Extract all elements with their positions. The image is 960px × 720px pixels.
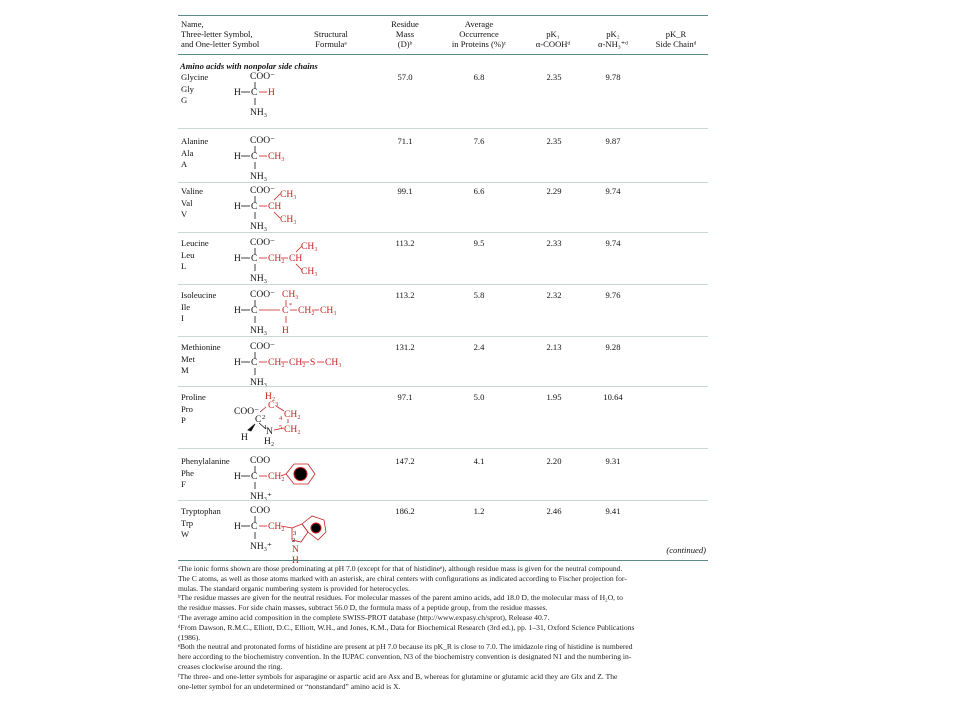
svg-text:C: C — [251, 472, 258, 482]
footnote-line: the residue masses. For side chain masses, subtract 56.0 D, the formula mass of a peptide group, from the residue masses. — [178, 603, 548, 613]
top-rule — [178, 15, 708, 16]
svg-text:N: N — [292, 545, 299, 555]
row-divider — [178, 284, 708, 285]
pk1: 2.29 — [546, 186, 562, 196]
amino-acid-table-page — [178, 14, 708, 714]
occurrence: 6.6 — [473, 186, 485, 196]
header-occurrence: Average Occurrence in Proteins (%)ᶜ — [451, 19, 507, 49]
footnote-line: ᶠThe three- and one-letter symbols for asparagine or aspartic acid are Asx and B, whereas for glutamine or glutamic acid they are Glx and Z. The — [178, 671, 618, 681]
svg-text:H: H — [234, 358, 241, 368]
row-divider — [178, 448, 708, 449]
footnote-line: (1986). — [178, 632, 201, 642]
svg-text:3: 3 — [275, 401, 279, 408]
svg-text:CH₂: CH₂ — [289, 358, 306, 368]
row-divider — [178, 182, 708, 183]
svg-text:4: 4 — [279, 415, 283, 422]
pk1: 2.20 — [546, 456, 562, 466]
svg-text:CH₃: CH₃ — [282, 290, 299, 300]
svg-text:NH₃⁺: NH₃⁺ — [250, 492, 273, 502]
svg-text:H₂: H₂ — [265, 392, 276, 402]
svg-text:N: N — [266, 427, 273, 437]
svg-text:C: C — [251, 88, 258, 98]
occurrence: 5.0 — [473, 392, 485, 402]
svg-text:NH₃: NH₃ — [250, 274, 268, 284]
svg-text:H: H — [282, 326, 289, 336]
svg-text:H: H — [268, 88, 275, 98]
svg-text:COO: COO — [250, 456, 271, 466]
svg-text:H: H — [234, 88, 241, 98]
svg-text:*: * — [289, 302, 293, 309]
svg-text:CH₂: CH₂ — [268, 522, 285, 532]
pk2: 9.74 — [605, 238, 621, 248]
header-pkr: pK_R Side Chainᵈ — [655, 29, 697, 49]
amino-acid-names: Alanine Ala A — [181, 136, 209, 169]
footnote-line: here according to the biochemistry convention. In the IUPAC convention, N3 of the biochemistry convention is designated N1 and the numbering in- — [178, 652, 632, 662]
svg-text:COO⁻: COO⁻ — [250, 72, 276, 82]
pk1: 2.35 — [546, 136, 562, 146]
row-divider — [178, 128, 708, 129]
pk1: 2.13 — [546, 342, 562, 352]
svg-text:C: C — [251, 152, 258, 162]
svg-text:C: C — [268, 401, 275, 411]
row-divider — [178, 232, 708, 233]
svg-text:CH₃: CH₃ — [301, 242, 318, 252]
svg-text:5: 5 — [279, 424, 283, 431]
occurrence: 7.6 — [473, 136, 485, 146]
residue-mass: 99.1 — [397, 186, 413, 196]
svg-text:CH₃: CH₃ — [301, 267, 318, 277]
pk2: 9.74 — [605, 186, 621, 196]
pk2: 9.87 — [605, 136, 621, 146]
svg-text:H: H — [234, 254, 241, 264]
amino-acid-names: Isoleucine Ile I — [181, 290, 217, 323]
svg-text:H: H — [241, 433, 248, 443]
amino-acid-names: Phenylalanine Phe F — [181, 456, 230, 489]
svg-text:NH₃: NH₃ — [250, 222, 268, 232]
svg-text:CH: CH — [289, 254, 303, 264]
svg-text:CH₃: CH₃ — [325, 358, 342, 368]
header-residue-mass: Residue Mass (D)ᵇ — [391, 19, 419, 49]
svg-text:CH₂: CH₂ — [284, 425, 301, 435]
pk2: 9.28 — [605, 342, 621, 352]
svg-text:CH₃: CH₃ — [280, 190, 297, 200]
header-pk2: pK₂ α-NH₃⁺ᵈ — [598, 29, 628, 49]
svg-text:C: C — [251, 522, 258, 532]
pk2: 9.41 — [605, 506, 621, 516]
footnote-line: The C atoms, as well as those atoms marked with an asterisk, are chiral centers with configurations as indicated according to Fischer projection for- — [178, 573, 627, 583]
svg-text:H₂: H₂ — [264, 437, 275, 447]
pk2: 9.31 — [605, 456, 621, 466]
residue-mass: 57.0 — [397, 72, 413, 82]
svg-text:NH₃: NH₃ — [250, 326, 268, 336]
svg-text:COO⁻: COO⁻ — [250, 290, 276, 300]
svg-text:CH₂: CH₂ — [284, 410, 301, 420]
footnote-line: creases clockwise around the ring. — [178, 661, 283, 671]
occurrence: 6.8 — [473, 72, 485, 82]
pk2: 9.78 — [605, 72, 621, 82]
footnote-line: mulas. The standard organic numbering system is provided for heterocycles. — [178, 583, 410, 593]
pk1: 1.95 — [546, 392, 562, 402]
svg-text:CH₃: CH₃ — [280, 215, 297, 225]
occurrence: 5.8 — [473, 290, 485, 300]
svg-text:2: 2 — [292, 537, 296, 544]
structural-formula-proline — [226, 390, 396, 454]
svg-text:COO⁻: COO⁻ — [250, 186, 276, 196]
svg-text:S: S — [310, 358, 316, 368]
structural-formula-tryptophan — [226, 504, 396, 568]
amino-acid-names: Glycine Gly G — [181, 72, 209, 105]
footnote-line: ᵈFrom Dawson, R.M.C., Elliott, D.C., Elliott, W.H., and Jones, K.M., Data for Biochemical Research (3rd ed.), pp. 1–31, Oxford Science Publications — [178, 622, 635, 632]
pk1: 2.33 — [546, 238, 562, 248]
row-divider — [178, 500, 708, 501]
footnote-line: ᶜThe average amino acid composition in the complete SWISS-PROT database (http://www.expasy.ch/sprot), Release 40.7. — [178, 612, 550, 622]
svg-text:CH₂: CH₂ — [268, 358, 285, 368]
svg-text:CH₂: CH₂ — [298, 306, 315, 316]
pk2: 10.64 — [603, 392, 623, 402]
occurrence: 4.1 — [473, 456, 485, 466]
amino-acid-names: Leucine Leu L — [181, 238, 209, 271]
occurrence: 1.2 — [473, 506, 485, 516]
svg-text:H: H — [292, 556, 299, 566]
pk1: 2.35 — [546, 72, 562, 82]
svg-text:CH₂: CH₂ — [268, 472, 285, 482]
svg-text:C: C — [255, 415, 262, 425]
footnote-line: ᵉBoth the neutral and protonated forms of histidine are present at pH 7.0 because its pK_R is close to 7.0. The imidazole ring of histidine is numbered — [178, 642, 633, 652]
section-title: Amino acids with nonpolar side chains — [180, 61, 318, 71]
residue-mass: 71.1 — [397, 136, 413, 146]
svg-text:C: C — [251, 358, 258, 368]
amino-acid-names: Tryptophan Trp W — [181, 506, 221, 539]
amino-acid-names: Proline Pro P — [181, 392, 206, 425]
svg-text:H: H — [234, 472, 241, 482]
svg-text:COO⁻: COO⁻ — [234, 407, 260, 417]
svg-text:H: H — [234, 306, 241, 316]
header-name: Name, Three-letter Symbol, and One-letter Symbol — [181, 19, 260, 49]
header-pk1: pK₁ α-COOHᵈ — [535, 29, 571, 49]
svg-text:1: 1 — [264, 424, 268, 431]
residue-mass: 97.1 — [397, 392, 413, 402]
continued-label: (continued) — [666, 545, 706, 555]
footnote-line: ᵃThe ionic forms shown are those predominating at pH 7.0 (except for that of histidineᵉ), although residue mass is given for the neutral compound. — [178, 564, 623, 573]
svg-text:H: H — [234, 522, 241, 532]
svg-text:CH₃: CH₃ — [268, 152, 285, 162]
svg-text:C: C — [251, 202, 258, 212]
svg-text:COO⁻: COO⁻ — [250, 136, 276, 146]
svg-text:CH₃: CH₃ — [320, 306, 337, 316]
row-divider — [178, 386, 708, 387]
svg-text:C: C — [251, 254, 258, 264]
footnotes — [178, 564, 708, 691]
svg-text:H: H — [234, 202, 241, 212]
residue-mass: 147.2 — [395, 456, 415, 466]
svg-text:NH₃: NH₃ — [250, 378, 268, 388]
header-formula: Structural Formulaᵃ — [314, 29, 348, 49]
svg-text:C: C — [282, 306, 289, 316]
amino-acid-names: Methionine Met M — [181, 342, 221, 375]
occurrence: 2.4 — [473, 342, 485, 352]
footnote-line: one-letter symbol for an undetermined or “nonstandard” amino acid is X. — [178, 681, 401, 691]
structural-formula-glycine — [226, 70, 396, 134]
footnote-line: ᵇThe residue masses are given for the neutral residues. For molecular masses of the parent amino acids, add 18.0 D, the molecular mass of H₂O, to — [178, 593, 623, 603]
svg-text:NH₃⁺: NH₃⁺ — [250, 542, 273, 552]
residue-mass: 186.2 — [395, 506, 415, 516]
svg-text:CH: CH — [268, 202, 282, 212]
header-rule — [178, 54, 708, 55]
pk1: 2.46 — [546, 506, 562, 516]
svg-text:2: 2 — [262, 414, 266, 421]
residue-mass: 131.2 — [395, 342, 415, 352]
svg-text:C: C — [251, 306, 258, 316]
svg-text:3: 3 — [293, 530, 297, 537]
residue-mass: 113.2 — [395, 238, 415, 248]
pk1: 2.32 — [546, 290, 562, 300]
svg-text:NH₃: NH₃ — [250, 172, 268, 182]
residue-mass: 113.2 — [395, 290, 415, 300]
svg-text:COO: COO — [250, 506, 271, 516]
svg-text:H: H — [234, 152, 241, 162]
svg-text:COO⁻: COO⁻ — [250, 238, 276, 248]
amino-acid-names: Valine Val V — [181, 186, 203, 219]
occurrence: 9.5 — [473, 238, 485, 248]
svg-text:COO⁻: COO⁻ — [250, 342, 276, 352]
svg-text:NH₃: NH₃ — [250, 108, 268, 118]
footnote-rule — [178, 560, 708, 561]
svg-text:CH₂: CH₂ — [268, 254, 285, 264]
pk2: 9.76 — [605, 290, 621, 300]
row-divider — [178, 336, 708, 337]
